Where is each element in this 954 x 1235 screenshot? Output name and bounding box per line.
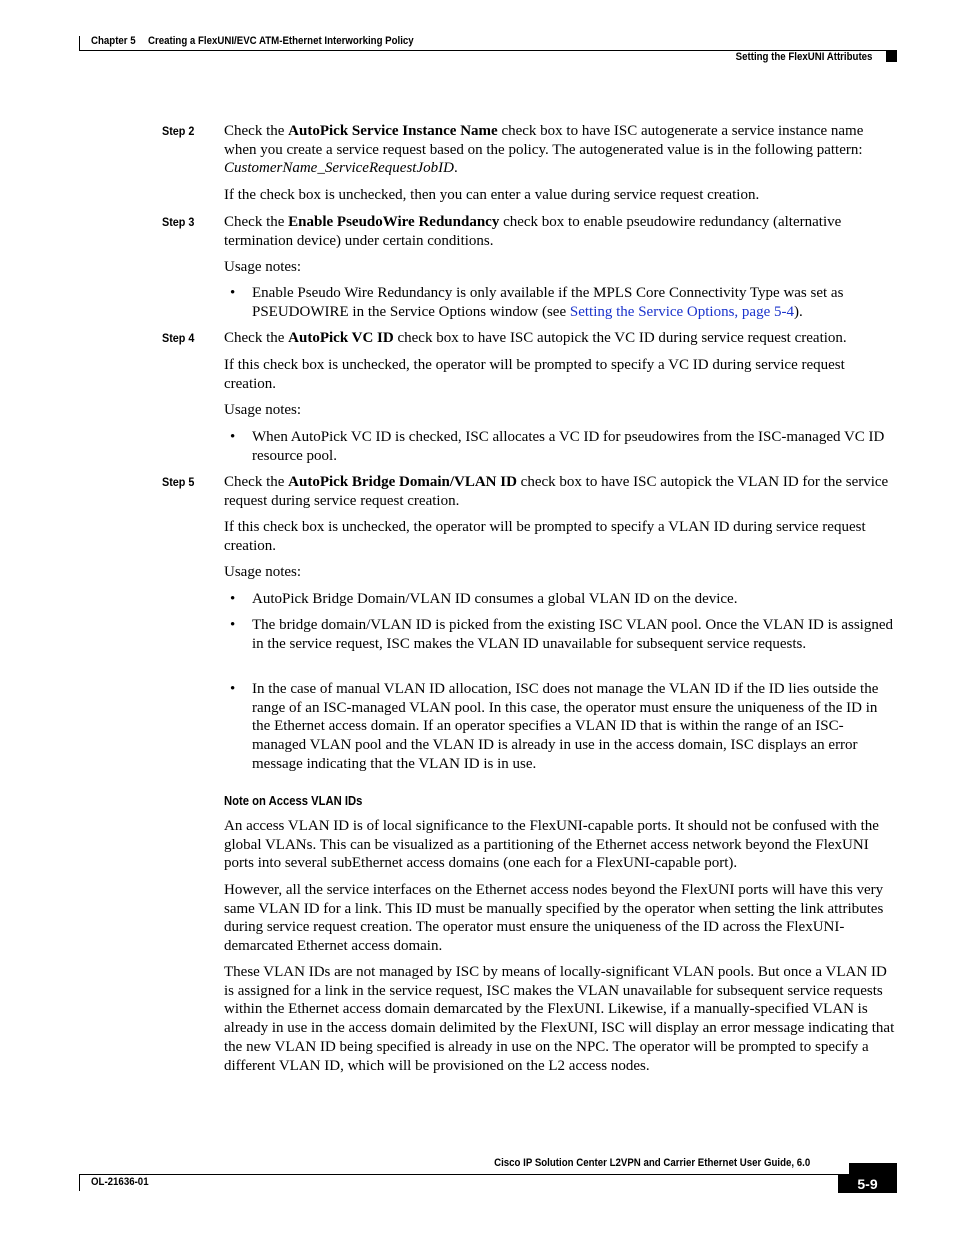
step-4-usage-notes: Usage notes: (224, 402, 302, 418)
step-4-bullet-1: When AutoPick VC ID is checked, ISC allocates a VC ID for pseudowires from the ISC-managed VC ID resource pool. (252, 429, 885, 464)
bullet-icon: • (230, 617, 236, 633)
bullet-icon: • (230, 285, 236, 301)
chapter-title: Creating a FlexUNI/EVC ATM-Ethernet Interworking Policy (147, 35, 414, 47)
step-5-label: Step 5 (162, 475, 195, 489)
footer-guide-title: Cisco IP Solution Center L2VPN and Carrier Ethernet User Guide, 6.0 (493, 1157, 810, 1169)
note-paragraph-3: These VLAN IDs are not managed by ISC by means of locally-significant VLAN pools. But once a VLAN ID is assigned for a link in the service request, ISC makes the VLAN unavailable for subsequent service requests within the Ethernet access domain demarcated by the FlexUNI. Likewise, if a manually-specified VLAN is already in use in the access domain delimited by the FlexUNI, ISC will display an error message indicating that the new VLAN ID being specified is already in use on the NPC. The operator will be prompted to specify a different VLAN ID, which will be provisioned on the L2 access nodes. (224, 964, 895, 1074)
autopick-service-instance-name: AutoPick Service Instance Name (288, 123, 498, 139)
step-5-text: Check the AutoPick Bridge Domain/VLAN ID check box to have ISC autopick the VLAN ID for the service request during service request creation. (224, 474, 889, 509)
footer-page-box-notch (838, 1163, 849, 1174)
step-5-paragraph-2: If this check box is unchecked, the operator will be prompted to specify a VLAN ID during service request creation. (224, 519, 866, 554)
footer-doc-number: OL-21636-01 (91, 1176, 149, 1188)
step-3-bullet-1: Enable Pseudo Wire Redundancy is only available if the MPLS Core Connectivity Type was set as PSEUDOWIRE in the Service Options window (see Setting the Service Options, page 5-4). (252, 285, 844, 320)
header-left-bar (79, 36, 80, 50)
enable-pseudowire-redundancy: Enable PseudoWire Redundancy (288, 214, 500, 230)
step-4-text: Check the AutoPick VC ID check box to have ISC autopick the VC ID during service request creation. (224, 330, 847, 346)
header-marker-box (886, 51, 897, 62)
step-3-text: Check the Enable PseudoWire Redundancy check box to enable pseudowire redundancy (alternative termination device) under certain conditions. (224, 214, 842, 249)
step-4-paragraph-2: If this check box is unchecked, the operator will be prompted to specify a VC ID during service request creation. (224, 357, 845, 392)
bullet-icon: • (230, 681, 236, 697)
bullet-icon: • (230, 591, 236, 607)
step-2-text: Check the AutoPick Service Instance Name check box to have ISC autogenerate a service instance name when you create a service request based on the policy. The autogenerated value is in the following pattern: CustomerName_ServiceRequestJobID. (224, 123, 864, 177)
autopick-vc-id: AutoPick VC ID (288, 330, 394, 346)
step-3-label: Step 3 (162, 215, 195, 229)
service-options-link[interactable]: Setting the Service Options, page 5-4 (569, 303, 794, 320)
step-5-bullet-3: In the case of manual VLAN ID allocation, ISC does not manage the VLAN ID if the ID lies outside the range of an ISC-managed VLAN pool. In this case, the operator must ensure the uniqueness of the ID in the Ethernet access domain. If an operator specifies a VLAN ID that is within the range of an ISC-managed VLAN pool and the VLAN ID is already in use in the access domain, ISC displays an error message indicating that the VLAN ID is in use. (252, 681, 879, 772)
note-paragraph-1: An access VLAN ID is of local significance to the FlexUNI-capable ports. It should not be confused with the global VLANs. This can be visualized as a partitioning of the Ethernet access network beyond the FlexUNI ports into several subEthernet access domains (one each for a FlexUNI-capable port). (224, 818, 879, 872)
autopick-bridge-domain-vlan-id: AutoPick Bridge Domain/VLAN ID (288, 474, 517, 490)
note-paragraph-2: However, all the service interfaces on the Ethernet access nodes beyond the FlexUNI ports will have this very same VLAN ID for a link. This ID must be manually specified by the operator when setting the link attributes during service request creation. The operator must ensure the uniqueness of the ID across the FlexUNI-demarcated Ethernet access domain. (224, 882, 884, 955)
header-section-title: Setting the FlexUNI Attributes (735, 51, 872, 63)
step-2-paragraph-2: If the check box is unchecked, then you can enter a value during service request creation. (224, 187, 760, 203)
footer-rule (79, 1174, 897, 1175)
footer-page-number: 5-9 (857, 1176, 878, 1192)
naming-pattern: CustomerName_ServiceRequestJobID (224, 160, 454, 177)
chapter-number: Chapter 5 (91, 35, 136, 47)
step-2-label: Step 2 (162, 124, 195, 138)
footer-left-bar (79, 1174, 80, 1191)
header-chapter (91, 35, 414, 47)
step-5-usage-notes: Usage notes: (224, 564, 302, 580)
bullet-icon: • (230, 429, 236, 445)
step-5-bullet-1: AutoPick Bridge Domain/VLAN ID consumes a global VLAN ID on the device. (252, 591, 738, 607)
step-5-bullet-2: The bridge domain/VLAN ID is picked from the existing ISC VLAN pool. Once the VLAN ID is assigned in the service request, ISC makes the VLAN ID unavailable for subsequent service requests. (252, 617, 894, 652)
step-3-usage-notes: Usage notes: (224, 259, 302, 275)
note-heading: Note on Access VLAN IDs (224, 794, 363, 808)
step-4-label: Step 4 (162, 331, 195, 345)
